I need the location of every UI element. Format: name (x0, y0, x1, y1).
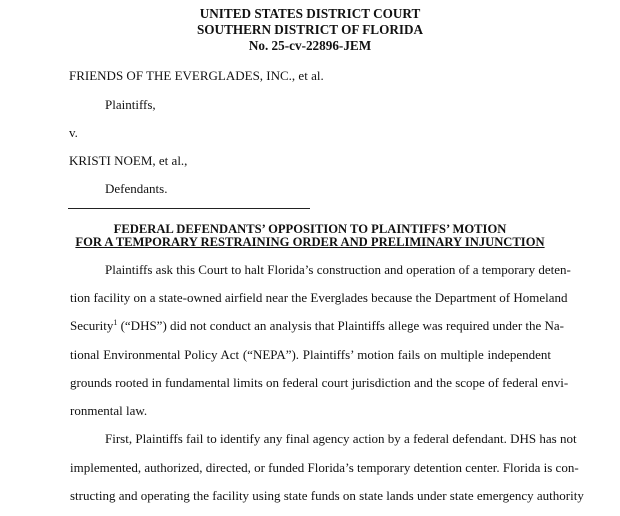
paragraph-2-line-2: implemented, authorized, directed, or funded Florida’s temporary detention center. Florida is con- (70, 460, 579, 475)
case-number: No. 25-cv-22896-JEM (248, 38, 372, 53)
paragraph-1-line-2: tion facility on a state-owned airfield near the Everglades because the Department of Homeland (70, 290, 568, 305)
paragraph-1-line-6: ronmental law. (70, 403, 148, 418)
paragraph-2-line-3: structing and operating the facility using state funds on state lands under state emergency authority (70, 488, 584, 503)
plaintiff-role: Plaintiffs, (105, 97, 156, 112)
footnote-marker[interactable]: 1 (113, 318, 118, 327)
plaintiff-name: FRIENDS OF THE EVERGLADES, INC., et al. (69, 68, 324, 83)
court-header (0, 6, 620, 54)
document-title (0, 223, 620, 249)
paragraph-1-line-1: Plaintiffs ask this Court to halt Florida’s construction and operation of a temporary deten- (105, 262, 571, 277)
defendant-name: KRISTI NOEM, et al., (69, 153, 188, 168)
paragraph-1-line-4: tional Environmental Policy Act (“NEPA”). Plaintiffs’ motion fails on multiple independent (70, 347, 551, 362)
defendant-role: Defendants. (105, 181, 168, 196)
paragraph-1-line-3 (70, 318, 565, 334)
court-name: UNITED STATES DISTRICT COURT (199, 6, 421, 21)
title-line-2: FOR A TEMPORARY RESTRAINING ORDER AND PRELIMINARY INJUNCTION (75, 235, 545, 249)
paragraph-1-line-5: grounds rooted in fundamental limits on federal court jurisdiction and the scope of federal envi- (70, 375, 569, 390)
title-line-1: FEDERAL DEFENDANTS’ OPPOSITION TO PLAINTIFFS’ MOTION (113, 222, 507, 236)
paragraph-2-line-1: First, Plaintiffs fail to identify any final agency action by a federal defendant. DHS has not (105, 431, 577, 446)
versus-label: v. (69, 125, 78, 140)
dhs-continuation: (“DHS”) did not conduct an analysis that Plaintiffs allege was required under the Na- (117, 318, 565, 333)
court-district: SOUTHERN DISTRICT OF FLORIDA (196, 22, 424, 37)
caption-divider (68, 208, 310, 209)
dhs-term: Security (70, 318, 114, 333)
